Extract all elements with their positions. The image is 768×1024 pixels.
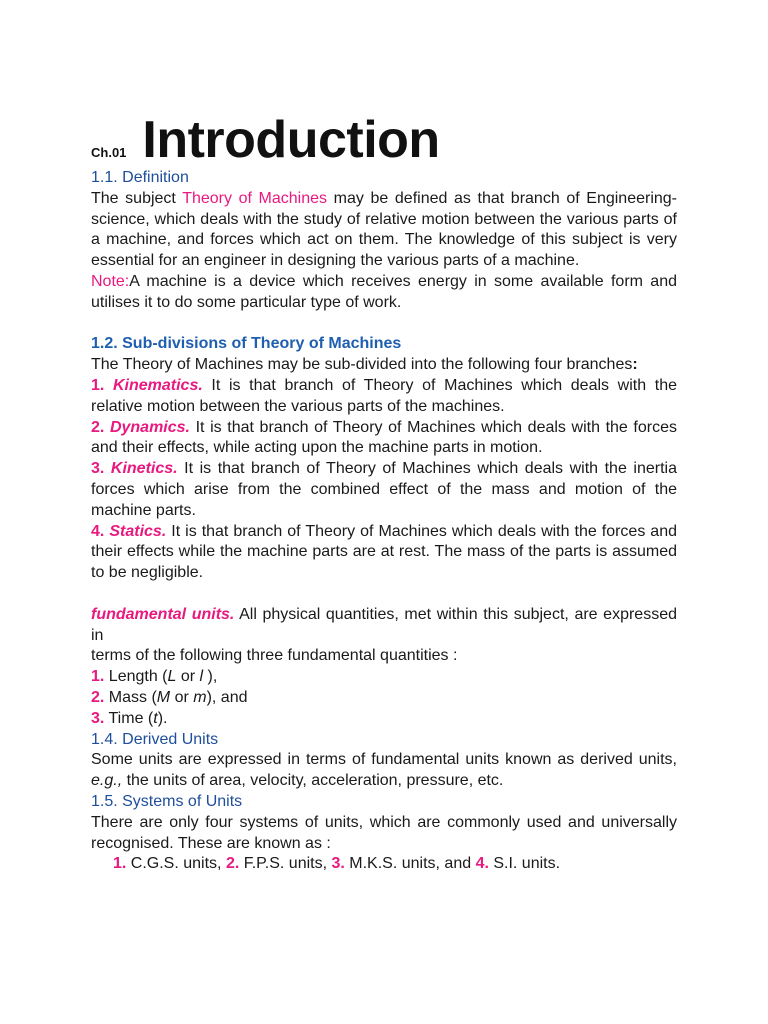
systems-paragraph: There are only four systems of units, which are commonly used and universally recognised. These are known as : [91, 813, 677, 852]
fundamental-units-paragraph: fundamental units. All physical quantities, met within this subject, are expressed in [91, 605, 677, 644]
section-heading-systems-of-units: 1.5. Systems of Units [91, 792, 243, 810]
fundamental-units-line-2: terms of the following three fundamental quantities : [91, 647, 458, 665]
section-heading-subdivisions: 1.2. Sub-divisions of Theory of Machines [91, 335, 402, 353]
chapter-header [91, 112, 677, 168]
fundamental-units-term: fundamental units. [91, 605, 235, 623]
section-heading-definition: 1.1. Definition [91, 169, 189, 186]
quantity-mass: 2. Mass (M or m), and [91, 688, 248, 706]
systems-list: 1. C.G.S. units, 2. F.P.S. units, 3. M.K.S. units, and 4. S.I. units. [113, 855, 561, 873]
branch-item-dynamics: 2. Dynamics. It is that branch of Theory of Machines which deals with the forces and their effects, while acting upon the machine parts in motion. [91, 418, 677, 457]
branch-item-kinematics: 1. Kinematics. It is that branch of Theory of Machines which deals with the relative motion between the various parts of the machines. [91, 376, 677, 415]
section-heading-derived-units: 1.4. Derived Units [91, 730, 219, 748]
document-body [91, 112, 677, 875]
quantity-time: 3. Time (t). [91, 709, 168, 727]
derived-units-paragraph: Some units are expressed in terms of fundamental units known as derived units, e.g., the units of area, velocity, acceleration, pressure, etc. [91, 751, 677, 790]
branch-item-kinetics: 3. Kinetics. It is that branch of Theory of Machines which deals with the inertia forces which arise from the combined effect of the mass and motion of the machine parts. [91, 460, 677, 519]
subdivisions-intro: The Theory of Machines may be sub-divided into the following four branches: [91, 356, 638, 374]
note-label: Note: [91, 272, 130, 290]
quantity-length: 1. Length (L or l ), [91, 668, 218, 686]
branch-item-statics: 4. Statics. It is that branch of Theory of Machines which deals with the forces and their effects while the machine parts are at rest. The mass of the parts is assumed to be negligible. [91, 522, 677, 582]
theory-of-machines-term: Theory of Machines [182, 189, 328, 207]
page-title: Introduction [142, 111, 440, 169]
note-paragraph: Note:A machine is a device which receives energy in some available form and utilises it to do some particular type of work. [91, 272, 677, 311]
chapter-number: Ch.01 [91, 145, 127, 160]
definition-paragraph: The subject Theory of Machines may be defined as that branch of Engineering-science, which deals with the study of relative motion between the various parts of a machine, and forces which act on them. The knowledge of this subject is very essential for an engineer in designing the various parts of a machine. [91, 189, 678, 270]
